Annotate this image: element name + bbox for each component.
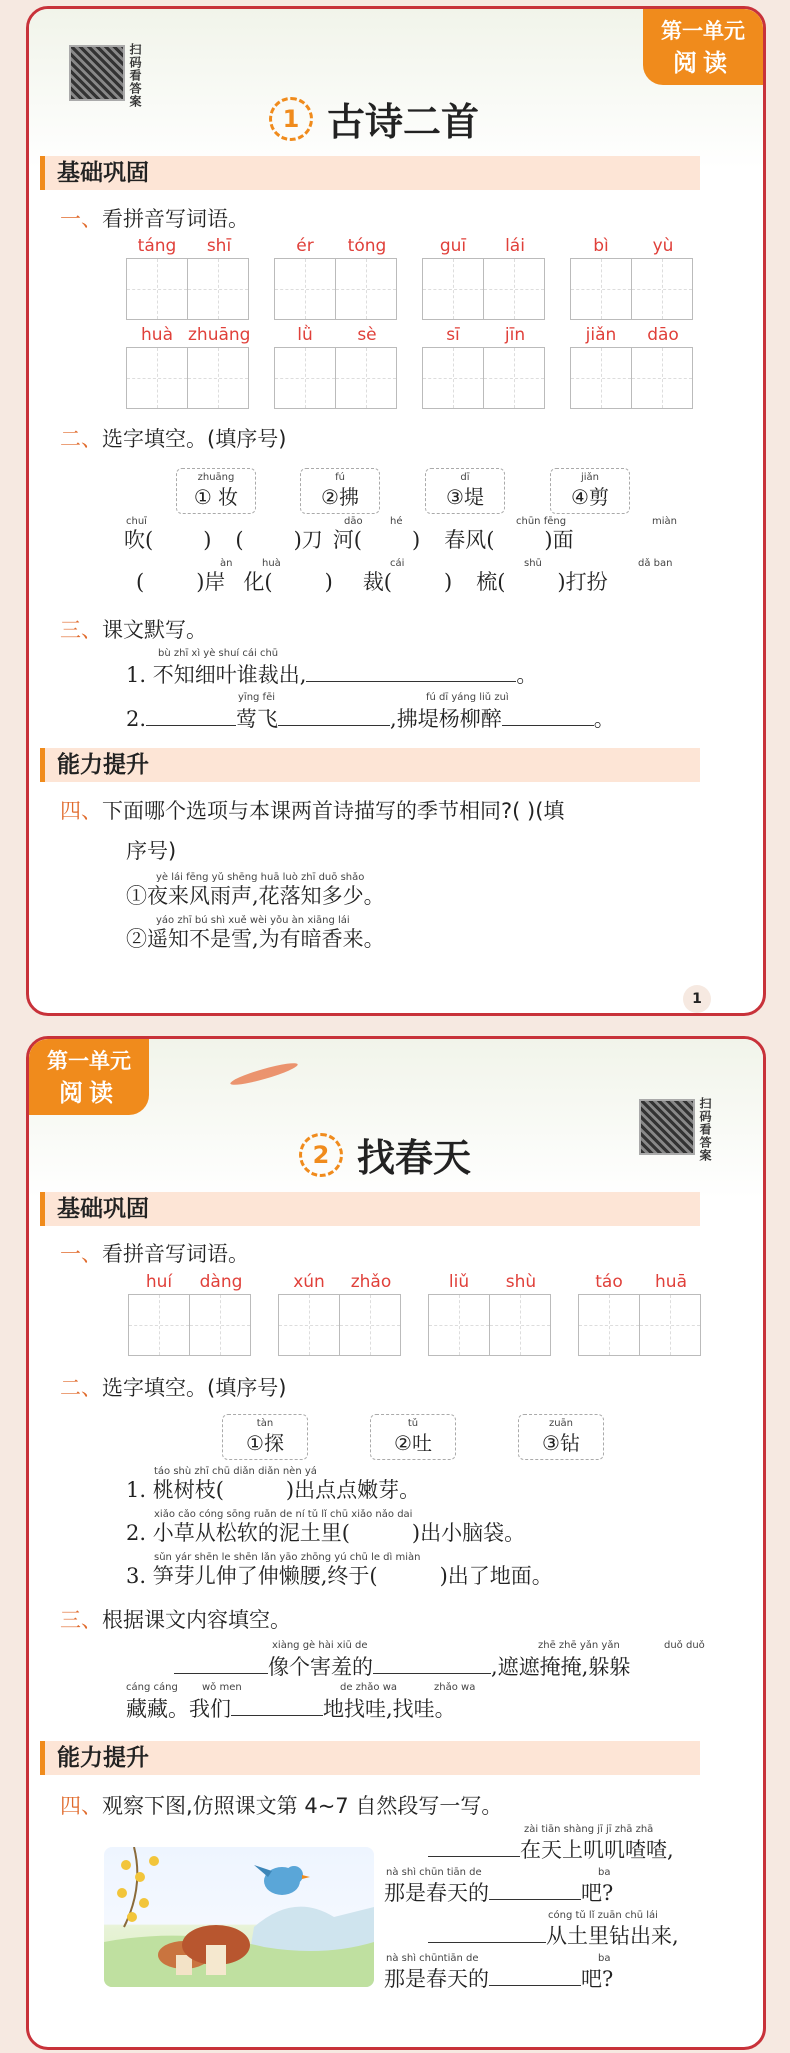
question-1: 一、看拼音写词语。: [60, 207, 249, 231]
answer-blank[interactable]: [231, 1693, 323, 1716]
option-chip: zhuāng ① 妆: [176, 468, 256, 514]
option-chip: zuān ③钻: [518, 1414, 604, 1460]
fill-row: ( )岸 化( ) 裁( ) 梳( )打扮: [136, 570, 608, 594]
unit-badge: [29, 1039, 149, 1115]
pinyin: xiǎo cǎo cóng sōng ruǎn de ní tǔ lǐ chū xiǎo nǎo dai: [154, 1509, 413, 1520]
lesson-title: [269, 91, 479, 146]
option-chip: fú ②拂: [300, 468, 380, 514]
write-line-2: 那是春天的 吧?: [384, 1877, 613, 1907]
answer-blank[interactable]: [489, 1877, 581, 1900]
unit-sublabel: 阅读: [59, 1079, 119, 1107]
unit-label: 第一单元: [661, 19, 745, 43]
lesson-number-badge: 1: [269, 97, 313, 141]
word-row-1: [126, 234, 694, 320]
answer-blank[interactable]: [146, 703, 236, 726]
unit-label: 第一单元: [47, 1049, 131, 1073]
option-chip: tǔ ②吐: [370, 1414, 456, 1460]
question-3: 三、根据课文内容填空。: [60, 1608, 291, 1632]
recite-line-1: 1. 不知细叶谁裁出, 。: [126, 659, 537, 689]
answer-blank[interactable]: [278, 703, 390, 726]
option-chip: jiǎn ④剪: [550, 468, 630, 514]
word-box[interactable]: bì yù: [570, 234, 694, 320]
word-box[interactable]: huí dàng: [128, 1270, 252, 1356]
word-box[interactable]: ér tóng: [274, 234, 398, 320]
pinyin: duǒ duǒ: [664, 1640, 705, 1651]
recite-line-2: 2. 莺飞 ,拂堤杨柳醉 。: [126, 703, 615, 733]
pinyin: dāo: [344, 516, 363, 527]
pinyin: hé: [390, 516, 403, 527]
word-box[interactable]: táng shī: [126, 234, 250, 320]
section-basic: 基础巩固: [40, 156, 700, 190]
pinyin: cáng cáng: [126, 1682, 178, 1693]
pinyin: nà shì chūn tiān de: [386, 1867, 482, 1878]
fill-line-2: 藏藏。我们 地找哇,找哇。: [126, 1693, 456, 1723]
pinyin: dǎ ban: [638, 558, 673, 569]
word-box[interactable]: jiǎn dāo: [570, 323, 694, 409]
unit-sublabel: 阅读: [673, 49, 733, 77]
pinyin: yáo zhī bú shì xuě wèi yǒu àn xiāng lái: [156, 915, 350, 926]
qr-code-icon[interactable]: [69, 45, 125, 101]
sentence-3: 3. 笋芽儿伸了伸懒腰,终于( )出了地面。: [126, 1564, 553, 1588]
pinyin: zhē zhē yǎn yǎn: [538, 1640, 620, 1651]
pinyin: táo shù zhī chū diǎn diǎn nèn yá: [154, 1466, 317, 1477]
pinyin: cái: [390, 558, 405, 569]
choice-2: ②遥知不是雪,为有暗香来。: [126, 927, 385, 951]
qr-caption: 扫码看答案: [698, 1097, 712, 1162]
pinyin: wǒ men: [202, 1682, 242, 1693]
word-box[interactable]: lǜ sè: [274, 323, 398, 409]
question-2: 二、选字填空。(填序号): [60, 1376, 287, 1400]
word-row-2: [126, 323, 694, 409]
pinyin: de zhǎo wa: [340, 1682, 397, 1693]
answer-blank[interactable]: [174, 1651, 268, 1674]
word-box[interactable]: táo huā: [578, 1270, 702, 1356]
section-basic: 基础巩固: [40, 1192, 700, 1226]
write-line-4: 那是春天的 吧?: [384, 1963, 613, 1993]
option-chip: tàn ①探: [222, 1414, 308, 1460]
unit-badge: [643, 9, 763, 85]
pinyin: sǔn yár shēn le shēn lǎn yāo zhōng yú chū le dì miàn: [154, 1552, 421, 1563]
sentence-2: 2. 小草从松软的泥土里( )出小脑袋。: [126, 1521, 526, 1545]
word-row: [128, 1270, 702, 1356]
question-4: 四、观察下图,仿照课文第 4~7 自然段写一写。: [60, 1794, 503, 1818]
spring-illustration: [104, 1847, 374, 1987]
word-box[interactable]: huà zhuāng: [126, 323, 250, 409]
choice-1: ①夜来风雨声,花落知多少。: [126, 884, 385, 908]
page-title: 找春天: [357, 1136, 472, 1180]
question-4-cont: 序号): [126, 839, 177, 863]
pinyin: yīng fēi: [238, 692, 276, 703]
pinyin: cóng tǔ lǐ zuān chū lái: [548, 1910, 658, 1921]
pinyin: àn: [220, 558, 233, 569]
fill-line-1: 像个害羞的 ,遮遮掩掩,躲躲: [174, 1651, 630, 1681]
pinyin: zhǎo wa: [434, 1682, 476, 1693]
pinyin: ba: [598, 1953, 611, 1964]
question-1: 一、看拼音写词语。: [60, 1242, 249, 1266]
spring-scene-image: [104, 1847, 374, 1987]
lesson-number-badge: 2: [299, 1133, 343, 1177]
qr-caption: 扫码看答案: [128, 43, 142, 108]
pinyin: chūn fēng: [516, 516, 567, 527]
answer-blank[interactable]: [428, 1834, 520, 1857]
sentence-1: 1. 桃树枝( )出点点嫩芽。: [126, 1478, 421, 1502]
pinyin: chuī: [126, 516, 147, 527]
answer-blank[interactable]: [306, 659, 516, 682]
answer-blank[interactable]: [373, 1651, 491, 1674]
pinyin: zài tiān shàng jī jī zhā zhā: [524, 1824, 654, 1835]
fill-row: 吹( ) ( )刀 河( ) 春风( )面: [124, 528, 574, 552]
answer-blank[interactable]: [502, 703, 594, 726]
pinyin: yè lái fēng yǔ shēng huā luò zhī duō shǎo: [156, 872, 365, 883]
option-chip: dī ③堤: [425, 468, 505, 514]
answer-blank[interactable]: [489, 1963, 581, 1986]
pinyin: shū: [524, 558, 542, 569]
qr-code-icon[interactable]: [639, 1099, 695, 1155]
pinyin: bù zhī xì yè shuí cái chū: [158, 648, 279, 659]
pinyin: huà: [262, 558, 281, 569]
word-box[interactable]: guī lái: [422, 234, 546, 320]
question-4: 四、下面哪个选项与本课两首诗描写的季节相同?( )(填: [60, 799, 565, 823]
question-2: 二、选字填空。(填序号): [60, 427, 287, 451]
page-title: 古诗二首: [327, 100, 480, 144]
page-number: 1: [683, 985, 711, 1013]
word-box[interactable]: sī jīn: [422, 323, 546, 409]
lesson-title: [299, 1127, 471, 1182]
write-line-1: 在天上叽叽喳喳,: [428, 1834, 674, 1864]
pinyin: xiàng gè hài xiū de: [272, 1640, 368, 1651]
answer-blank[interactable]: [428, 1920, 546, 1943]
word-box[interactable]: liǔ shù: [428, 1270, 552, 1356]
word-box[interactable]: xún zhǎo: [278, 1270, 402, 1356]
pinyin: fú dī yáng liǔ zuì: [426, 692, 509, 703]
pinyin: nà shì chūntiān de: [386, 1953, 479, 1964]
section-ability: 能力提升: [40, 748, 700, 782]
section-ability: 能力提升: [40, 1741, 700, 1775]
pinyin: ba: [598, 1867, 611, 1878]
pinyin: miàn: [652, 516, 677, 527]
write-line-3: 从土里钻出来,: [428, 1920, 679, 1950]
question-3: 三、课文默写。: [60, 618, 207, 642]
